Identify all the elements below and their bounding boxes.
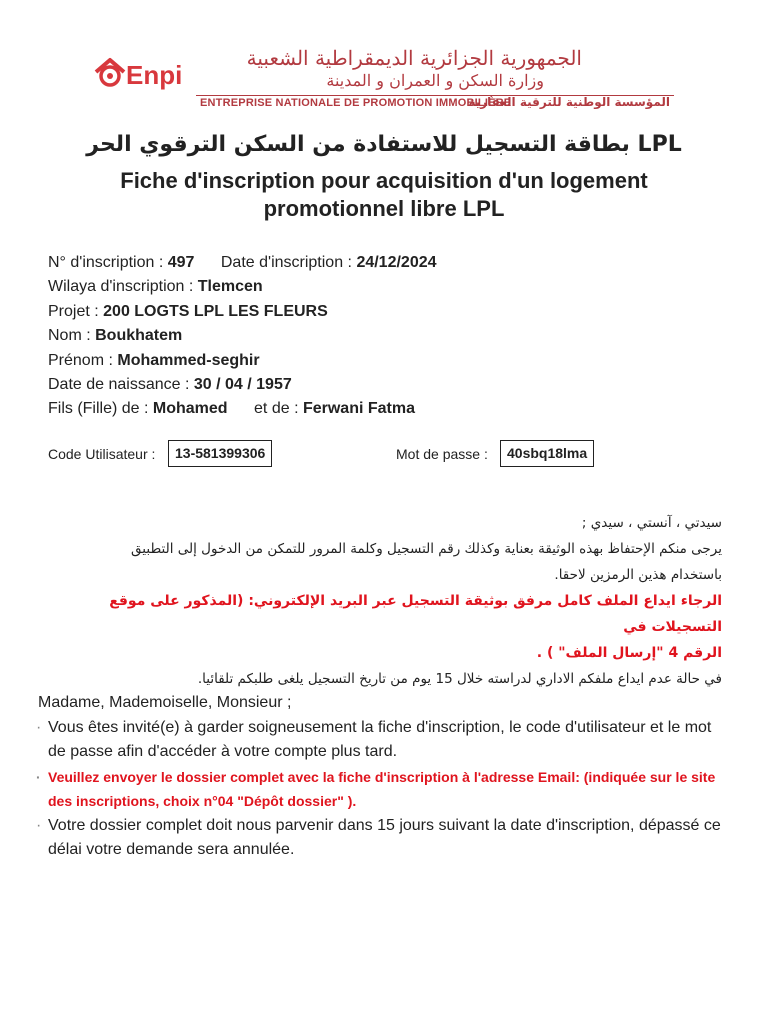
- user-code-label: Code Utilisateur :: [48, 446, 156, 462]
- registration-date-value: 24/12/2024: [356, 254, 437, 271]
- first-name-value: Mohammed-seghir: [117, 351, 260, 369]
- first-name-label: Prénom :: [48, 351, 118, 369]
- last-name-label: Nom :: [48, 327, 96, 345]
- french-email-warning-item: · Veuillez envoyer le dossier complet avec la fiche d'inscription à l'adresse Email: (indiquée sur le site des inscriptions, choix n°04 "Dépôt dossier" ).: [38, 765, 728, 814]
- password-value: 40sbq18lma: [500, 440, 594, 467]
- french-greeting: Madame, Mademoiselle, Monsieur ;: [38, 694, 292, 711]
- title-french: Fiche d'inscription pour acquisition d'un logement promotionnel libre LPL: [120, 168, 648, 221]
- parents-row: [48, 397, 437, 421]
- wilaya-row: [48, 275, 437, 299]
- registration-number-row: [48, 251, 437, 275]
- birth-date-label: Date de naissance :: [48, 376, 194, 394]
- french-notice: [38, 691, 728, 863]
- credentials-row: [48, 440, 608, 470]
- father-name-value: Mohamed: [152, 400, 228, 418]
- arabic-header: [247, 46, 582, 92]
- last-name-value: Boukhatem: [95, 327, 183, 345]
- arabic-email-warning-2: الرقم 4 "إرسال الملف" ) .: [536, 645, 722, 661]
- enpi-logo: [92, 48, 202, 104]
- project-value: 200 LOGTS LPL LES FLEURS: [103, 302, 328, 320]
- arabic-notice: [42, 510, 722, 692]
- arabic-deadline-line: في حالة عدم ايداع ملفكم الاداري لدراسته خلال 15 يوم من تاريخ التسجيل يلغى طلبكم تلقائيا.: [197, 671, 722, 687]
- title-arabic: بطاقة التسجيل للاستفادة من السكن الترقوي الحر LPL: [86, 132, 682, 157]
- arabic-keep-document-line-2: باستخدام هذين الرمزين لاحقا.: [554, 567, 722, 583]
- enpi-logo-icon: [92, 48, 202, 104]
- arabic-greeting: سيدتي ، آنستي ، سيدي ;: [581, 515, 722, 531]
- registration-info: [48, 251, 437, 422]
- registration-number-label: N° d'inscription :: [48, 254, 168, 271]
- user-code-value: 13-581399306: [168, 440, 272, 467]
- org-name-french: ENTREPRISE NATIONALE DE PROMOTION IMMOBILIÈRE: [200, 97, 512, 109]
- birth-date-row: [48, 373, 437, 397]
- project-label: Projet :: [48, 302, 104, 320]
- french-deadline-item: · Votre dossier complet doit nous parvenir dans 15 jours suivant la date d'inscription, dépassé ce délai votre demande sera annulée.: [38, 814, 728, 863]
- registration-date-label: Date d'inscription :: [220, 254, 357, 271]
- project-row: [48, 300, 437, 324]
- wilaya-label: Wilaya d'inscription :: [48, 278, 198, 296]
- arabic-keep-document-line: يرجى منكم الإحتفاظ بهذه الوثيقة بعناية وكذلك رقم التسجيل وكلمة المرور للتمكن من الدخول إلى التطبيق: [131, 541, 722, 557]
- mother-label: et de :: [254, 400, 303, 418]
- arabic-ministry-line: وزارة السكن و العمران و المدينة: [326, 71, 544, 90]
- parent-label: Fils (Fille) de :: [48, 400, 153, 418]
- first-name-row: [48, 349, 437, 373]
- last-name-row: [48, 324, 437, 348]
- wilaya-value: Tlemcen: [197, 278, 263, 296]
- arabic-republic-line: الجمهورية الجزائرية الديمقراطية الشعبية: [246, 46, 582, 70]
- logo-text: Enpi: [126, 60, 183, 90]
- password-label: Mot de passe :: [396, 446, 488, 462]
- birth-date-value: 30 / 04 / 1957: [193, 376, 292, 394]
- mother-name-value: Ferwani Fatma: [302, 400, 415, 418]
- french-keep-document-item: · Vous êtes invité(e) à garder soigneusement la fiche d'inscription, le code d'utilisateur et le mot de passe afin d'accéder à votre compte plus tard.: [38, 716, 728, 765]
- org-name-arabic: المؤسسة الوطنية للترقية العقارية: [468, 95, 670, 109]
- registration-number-value: 497: [167, 254, 195, 271]
- arabic-email-warning: الرجاء ايداع الملف كامل مرفق بوثيقة التسجيل عبر البريد الإلكتروني: (المذكور على موقع التسجيلات في: [109, 593, 722, 635]
